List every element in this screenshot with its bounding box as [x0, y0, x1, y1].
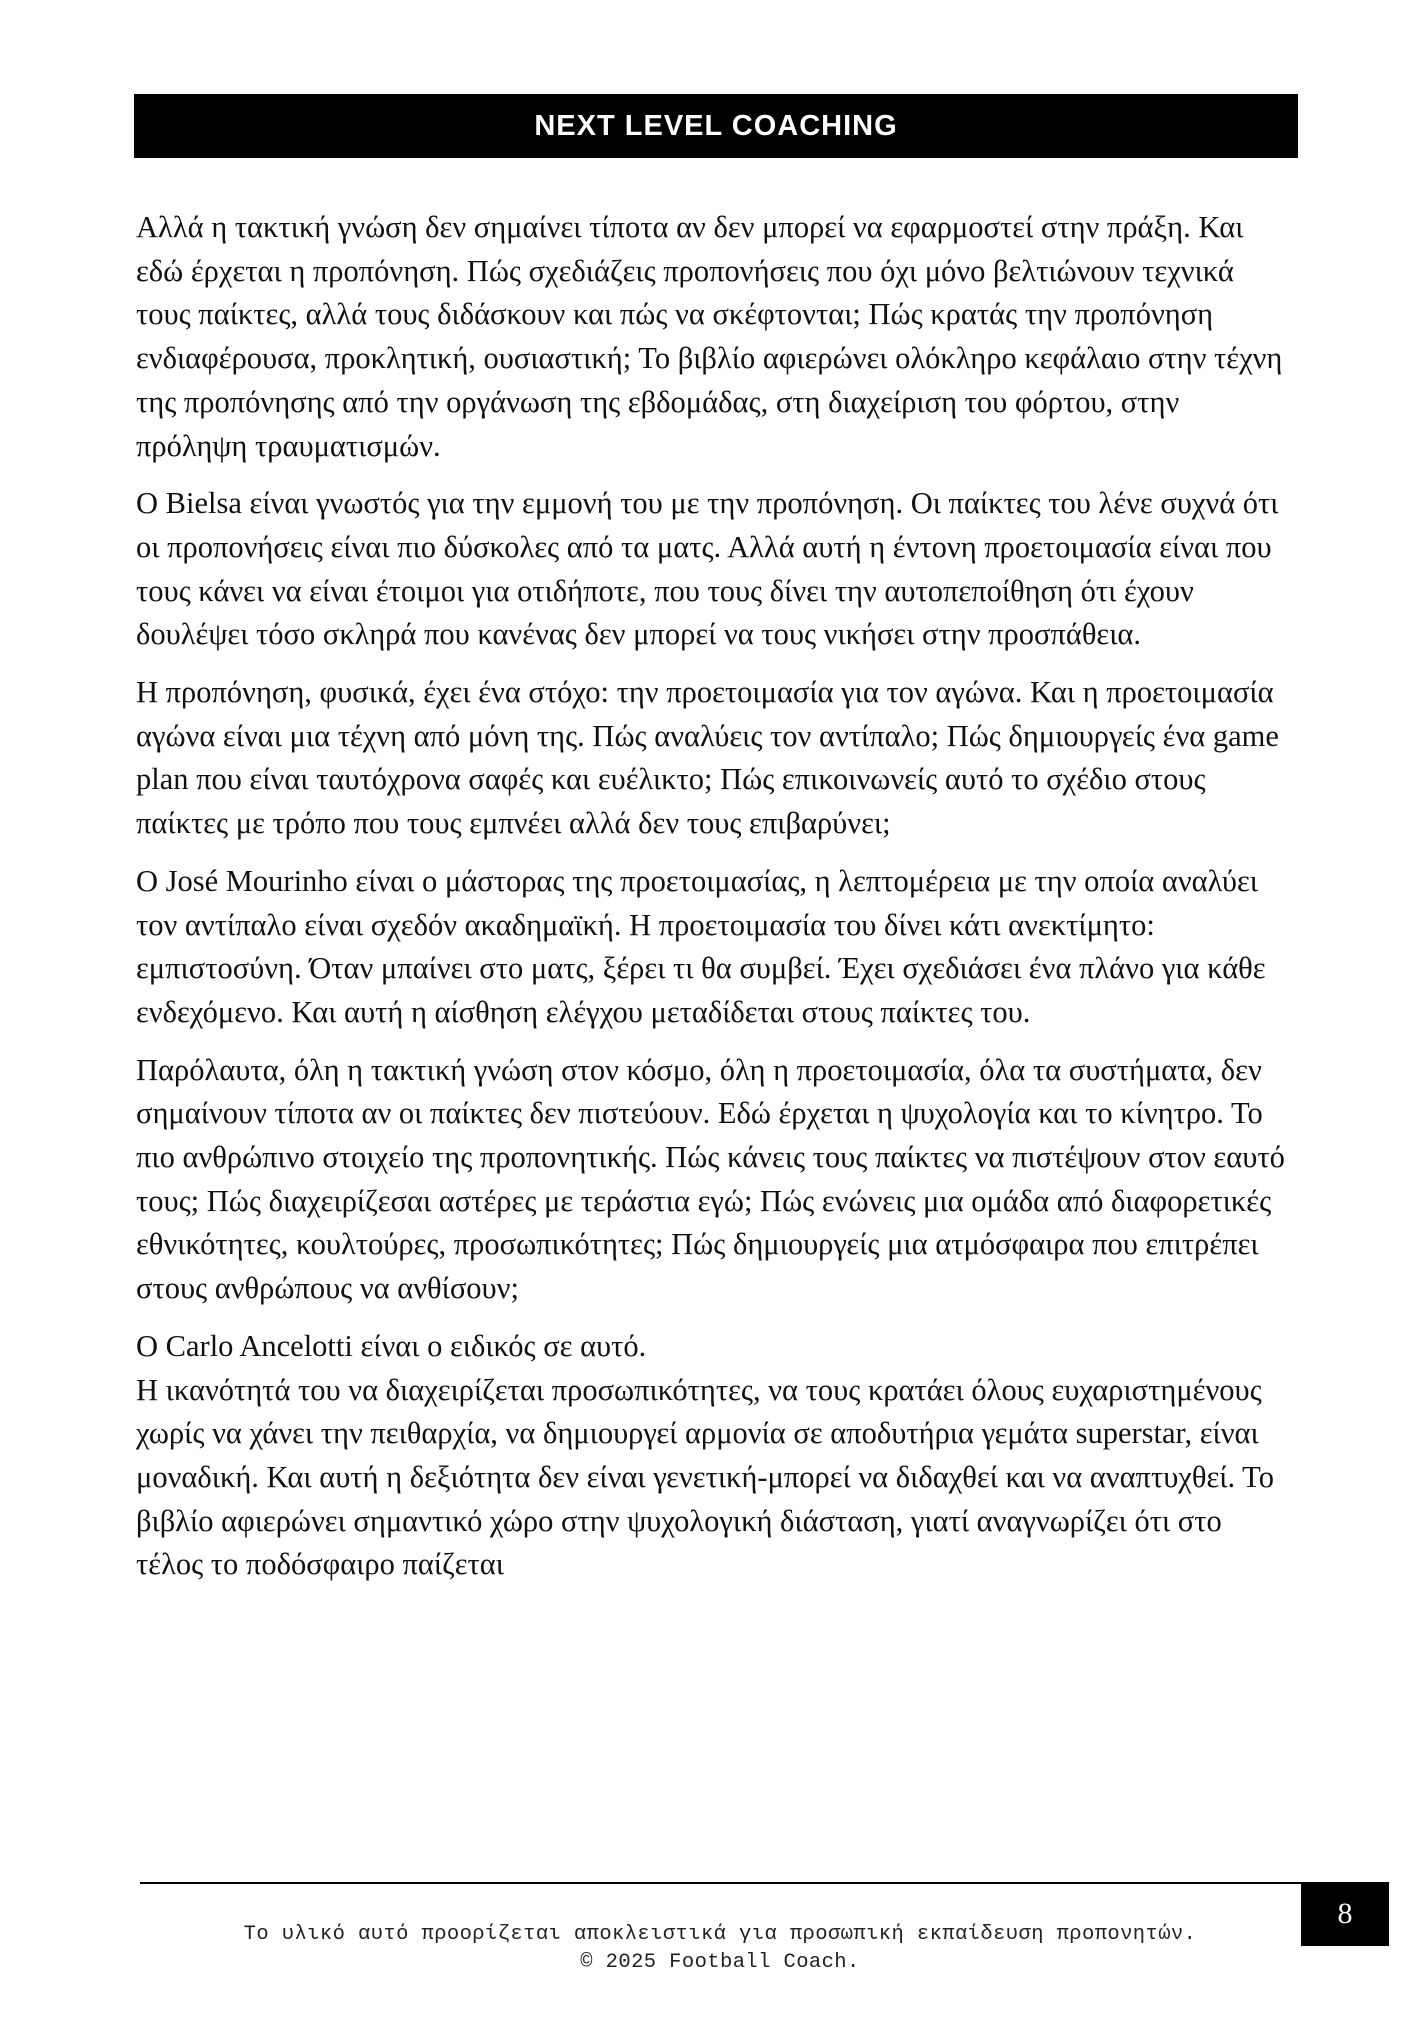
- footer-disclaimer: Το υλικό αυτό προορίζεται αποκλειστικά για προσωπική εκπαίδευση προπονητών.: [243, 1923, 1197, 1946]
- paragraph: Η ικανότητά του να διαχειρίζεται προσωπικότητες, να τους κρατάει όλους ευχαριστημένους χωρίς να χάνει την πειθαρχία, να δημιουργεί αρμονία σε αποδυτήρια γεμάτα superstar, είναι μοναδική. Και αυτή η δεξιότητα δεν είναι γενετική-μπορεί να διδαχθεί και να αναπτυχθεί. Το βιβλίο αφιερώνει σημαντικό χώρο στην ψυχολογική διάσταση, γιατί αναγνωρίζει ότι στο τέλος το ποδόσφαιρο παίζεται: [136, 1372, 1274, 1582]
- body-text: [136, 206, 1296, 1601]
- paragraph: Η προπόνηση, φυσικά, έχει ένα στόχο: την προετοιμασία για τον αγώνα. Και η προετοιμασία αγώνα είναι μια τέχνη από μόνη της. Πώς αναλύεις τον αντίπαλο; Πώς δημιουργείς ένα game plan που είναι ταυτόχρονα σαφές και ευέλικτο; Πώς επικοινωνείς αυτό το σχέδιο στους παίκτες με τρόπο που τους εμπνέει αλλά δεν τους επιβαρύνει;: [136, 675, 1279, 841]
- paragraph: Ο Carlo Ancelotti είναι ο ειδικός σε αυτό.: [136, 1328, 647, 1363]
- paragraph: Αλλά η τακτική γνώση δεν σημαίνει τίποτα αν δεν μπορεί να εφαρμοστεί στην πράξη. Και εδώ έρχεται η προπόνηση. Πώς σχεδιάζεις προπονήσεις που όχι μόνο βελτιώνουν τεχνικά τους παίκτες, αλλά τους διδάσκουν και πώς να σκέφτονται; Πώς κρατάς την προπόνηση ενδιαφέρουσα, προκλητική, ουσιαστική; Το βιβλίο αφιερώνει ολόκληρο κεφάλαιο στην τέχνη της προπόνησης από την οργάνωση της εβδομάδας, στη διαχείριση του φόρτου, στην πρόληψη τραυματισμών.: [136, 210, 1283, 463]
- paragraph: Ο José Mourinho είναι ο μάστορας της προετοιμασίας, η λεπτομέρεια με την οποία αναλύει τον αντίπαλο είναι σχεδόν ακαδημαϊκή. Η προετοιμασία του δίνει κάτι ανεκτίμητο: εμπιστοσύνη. Όταν μπαίνει στο ματς, ξέρει τι θα συμβεί. Έχει σχεδιάσει ένα πλάνο για κάθε ενδεχόμενο. Και αυτή η αίσθηση ελέγχου μεταδίδεται στους παίκτες του.: [136, 863, 1266, 1029]
- page-number: 8: [1337, 1897, 1353, 1930]
- page-number-box: [1301, 1882, 1389, 1946]
- header-bar: [134, 94, 1298, 158]
- footer-copyright: © 2025 Football Coach.: [580, 1951, 860, 1974]
- paragraph: Ο Bielsa είναι γνωστός για την εμμονή του με την προπόνηση. Οι παίκτες του λένε συχνά ότι οι προπονήσεις είναι πιο δύσκολες από τα ματς. Αλλά αυτή η έντονη προετοιμασία είναι που τους κάνει να είναι έτοιμοι για οτιδήποτε, που τους δίνει την αυτοπεποίθηση ότι έχουν δουλέψει τόσο σκληρά που κανένας δεν μπορεί να τους νικήσει στην προσπάθεια.: [136, 486, 1279, 652]
- paragraph: Παρόλαυτα, όλη η τακτική γνώση στον κόσμο, όλη η προετοιμασία, όλα τα συστήματα, δεν σημαίνουν τίποτα αν οι παίκτες δεν πιστεύουν. Εδώ έρχεται η ψυχολογία και το κίνητρο. Το πιο ανθρώπινο στοιχείο της προπονητικής. Πώς κάνεις τους παίκτες να πιστέψουν στον εαυτό τους; Πώς διαχειρίζεσαι αστέρες με τεράστια εγώ; Πώς ενώνεις μια ομάδα από διαφορετικές εθνικότητες, κουλτούρες, προσωπικότητες; Πώς δημιουργείς μια ατμόσφαιρα που επιτρέπει στους ανθρώπους να ανθίσουν;: [136, 1052, 1285, 1306]
- footer-divider: [140, 1882, 1302, 1884]
- page-header-title: NEXT LEVEL COACHING: [534, 109, 898, 142]
- footer: [140, 1921, 1300, 1977]
